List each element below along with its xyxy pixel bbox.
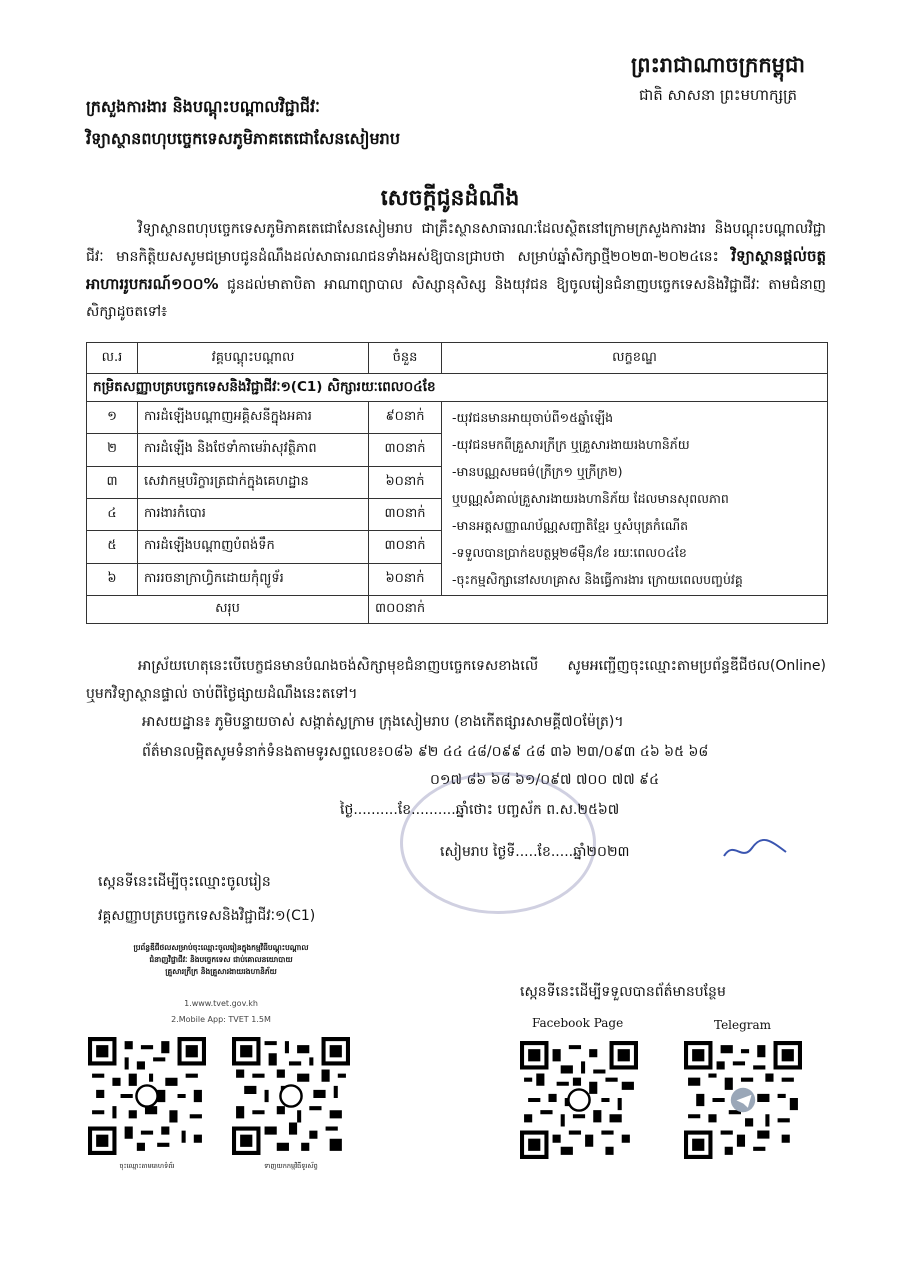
register-scan-title: ស្កេនទីនេះដើម្បីចុះឈ្មោះចូលរៀន xyxy=(98,874,271,890)
group-title: កម្រិតសញ្ញាបត្របច្ចេកទេសនិងវិជ្ជាជីវៈ១(C1) សិក្សារយៈពេល០៤ខែ xyxy=(87,374,828,402)
website-qr-caption: ចុះឈ្មោះតាមគេហទំព័រ xyxy=(119,1162,175,1170)
info-line: គ្រួសារក្រីក្រ និងគ្រួសារងាយរងហានិភ័យ xyxy=(165,967,277,976)
requirement-item: -យុវជនមានអាយុចាប់ពី១៥ឆ្នាំឡើង xyxy=(452,410,614,425)
ministry-name: ក្រសួងការងារ និងបណ្ដុះបណ្ដាលវិជ្ជាជីវៈ xyxy=(86,97,320,116)
row-field: សេវាកម្មបរិក្ខារត្រជាក់ក្នុងគេហដ្ឋាន xyxy=(138,466,369,498)
address-line: អាសយដ្ឋាន៖ ភូមិបន្ទាយចាស់ សង្កាត់ស្លក្រាម ក្រុងសៀមរាប (ខាងកើតផ្សារសាមគ្គី៧០ម៉ែត្រ)។ xyxy=(142,714,624,730)
institute-name: វិទ្យាស្ថានពហុបច្ចេកទេសភូមិភាគតេជោសែនសៀមរាប xyxy=(86,129,400,148)
mobile-app-qr-code[interactable] xyxy=(232,1036,350,1156)
website-link[interactable]: 1.www.tvet.gov.kh xyxy=(184,999,258,1008)
qr-icon xyxy=(232,1036,350,1156)
total-row xyxy=(87,596,828,624)
row-field: ការដំឡើងបណ្តាញបំពង់ទឹក xyxy=(138,531,369,563)
row-no: ៦ xyxy=(87,563,138,595)
total-value: ៣០០នាក់ xyxy=(369,596,828,624)
signature-mark xyxy=(720,836,790,864)
intro-paragraph xyxy=(86,216,826,326)
requirement-item: -ចុះកម្មសិក្សានៅសហគ្រាស និងធ្វើការងារ ក្រោយពេលបញ្ចប់វគ្គ xyxy=(452,572,743,587)
group-title-row xyxy=(87,374,828,402)
national-motto: ជាតិ សាសនា ព្រះមហាក្សត្រ xyxy=(638,86,798,104)
lunar-date-line: ថ្ងៃ..........ខែ..........ឆ្នាំថោះ បញ្ចស័ក ព.ស.២៥៦៧ xyxy=(340,802,620,818)
requirement-item: -ទទួលបានប្រាក់ឧបត្ថម្ភ២៨ម៉ឺន/ខែ រយៈពេល០៤ខែ xyxy=(452,545,687,560)
row-field: ការដំឡើង និងថែទាំកាមេរ៉ាសុវត្ថិភាព xyxy=(138,434,369,466)
kingdom-title: ព្រះរាជាណាចក្រកម្ពុជា xyxy=(630,52,805,77)
registration-links xyxy=(86,996,356,1028)
row-no: ៣ xyxy=(87,466,138,498)
info-line: ជំនាញវិជ្ជាជីវៈ និងបច្ចេកទេស ជាប់គោលនយោបាយ xyxy=(149,955,293,964)
mobile-app-qr-caption: ទាញយកកម្មវិធីទូរស័ព្ទ xyxy=(264,1162,318,1170)
table-header-row xyxy=(87,343,828,374)
row-count: ៣០នាក់ xyxy=(369,531,442,563)
row-no: ៥ xyxy=(87,531,138,563)
requirement-item: -យុវជនមកពីគ្រួសារក្រីក្រ ឬគ្រួសារងាយរងហានិភ័យ xyxy=(452,437,690,452)
row-count: ៦០នាក់ xyxy=(369,563,442,595)
header-requirements: លក្ខខណ្ឌ xyxy=(442,343,828,374)
header-no: ល.រ xyxy=(87,343,138,374)
mobile-app-link[interactable]: 2.Mobile App: TVET 1.5M xyxy=(171,1015,271,1024)
requirement-item: ឬបណ្ណសំគាល់គ្រួសារងាយរងហានិភ័យ ដែលមានសុពលភាព xyxy=(452,491,729,506)
header-field: វគ្គបណ្ដុះបណ្ដាល xyxy=(138,343,369,374)
requirement-item: -មានបណ្ណសមធម៌(ក្រីក្រ១ ឬក្រីក្រ២) xyxy=(452,464,623,479)
header-count: ចំនួន xyxy=(369,343,442,374)
phone-line-1: ព័ត៌មានលម្អិតសូមទំនាក់ទំនងតាមទូរសព្ទលេខ៖០៨៦ ៩២ ៤៤ ៤៨/០៩៩ ៤៨ ៣៦ ២៣/០៩៣ ៤៦ ៦៥ ៦៨ xyxy=(142,744,709,760)
website-qr-code[interactable] xyxy=(88,1036,206,1156)
row-no: ១ xyxy=(87,402,138,434)
table-row xyxy=(87,402,828,434)
digital-system-info xyxy=(86,942,356,978)
intro-end-text: ជូនដល់មាតាបិតា អាណាព្យាបាល សិស្សានុសិស្ស និងយុវជន ឱ្យចូលរៀនជំនាញបច្ចេកទេសនិងវិជ្ជាជីវៈ តាមជំនាញសិក្សាដូចតទៅ៖ xyxy=(86,277,827,320)
qr-icon xyxy=(684,1040,802,1160)
total-label: សរុប xyxy=(87,596,369,624)
intro-text: វិទ្យាស្ថានពហុបច្ចេកទេសភូមិភាគតេជោសែនសៀមរាប ជាគ្រឹះស្ថានសាធារណៈដែលស្ថិតនៅក្រោមក្រសួងការងារ និងបណ្ដុះបណ្ដាលវិជ្ជាជីវៈ មានកិត្តិយសសូមជម្រាបជូនដំណឹងដល់សាធារណជនទាំងអស់ឱ្យបានជ្រាបថា សម្រាប់ឆ្នាំសិក្សាថ្មី២០២៣-២០២៤នេះ xyxy=(86,221,826,265)
row-field: ការដំឡើងបណ្តាញអគ្គិសនីក្នុងអគារ xyxy=(138,402,369,434)
requirement-item: -មានអត្តសញ្ញាណប័ណ្ណសញ្ជាតិខ្មែរ ឬសំបុត្រកំណើត xyxy=(452,518,689,533)
facebook-qr-code[interactable] xyxy=(520,1040,638,1160)
row-count: ៣០នាក់ xyxy=(369,498,442,530)
qr-icon xyxy=(520,1040,638,1160)
requirements-cell xyxy=(442,402,828,596)
info-line: ប្រព័ន្ធឌីជីថលសម្រាប់ចុះឈ្មោះចូលរៀនក្នុងកម្មវិធីបណ្តុះបណ្តាល xyxy=(133,943,309,952)
row-field: ការរចនាក្រាហ្វិកដោយកុំព្យូទ័រ xyxy=(138,563,369,595)
row-count: ៩០នាក់ xyxy=(369,402,442,434)
solar-date-line: សៀមរាប ថ្ងៃទី.....ខែ.....ឆ្នាំ២០២៣ xyxy=(440,844,630,860)
row-no: ៤ xyxy=(87,498,138,530)
courses-table xyxy=(86,342,828,624)
row-count: ៣០នាក់ xyxy=(369,434,442,466)
telegram-qr-code[interactable] xyxy=(684,1040,802,1160)
scholarship-highlight: វិទ្យាស្ថានផ្ដល់ចត្តអាហាររូបករណ៍១០០% xyxy=(86,247,826,293)
register-course-name: វគ្គសញ្ញាបត្របច្ចេកទេសនិងវិជ្ជាជីវៈ១(C1) xyxy=(98,908,316,924)
row-count: ៦០នាក់ xyxy=(369,466,442,498)
info-scan-title: ស្កេនទីនេះដើម្បីទទួលបានព័ត៌មានបន្ថែម xyxy=(520,984,726,1000)
notice-title: សេចក្តីជូនដំណឹង xyxy=(380,185,520,211)
row-field: ការងារកំបោរ xyxy=(138,498,369,530)
phone-line-2: ០១៧ ៨៦ ៦៨ ៦១/០៩៧ ៧០០ ៧៧ ៩៤ xyxy=(430,772,659,788)
qr-icon xyxy=(88,1036,206,1156)
telegram-label: Telegram xyxy=(714,1018,772,1032)
row-no: ២ xyxy=(87,434,138,466)
facebook-label: Facebook Page xyxy=(532,1016,624,1030)
registration-paragraph: អាស្រ័យហេតុនេះបើបេក្ខជនមានបំណងចង់សិក្សាមុខជំនាញបច្ចេកទេសខាងលើ សូមអញ្ជើញចុះឈ្មោះតាមប្រព័ន្ធឌីជីថល(Online) ឬមកវិទ្យាស្ថានផ្ទាល់ ចាប់ពីថ្ងៃផ្សាយដំណឹងនេះតទៅ។ xyxy=(86,658,826,702)
